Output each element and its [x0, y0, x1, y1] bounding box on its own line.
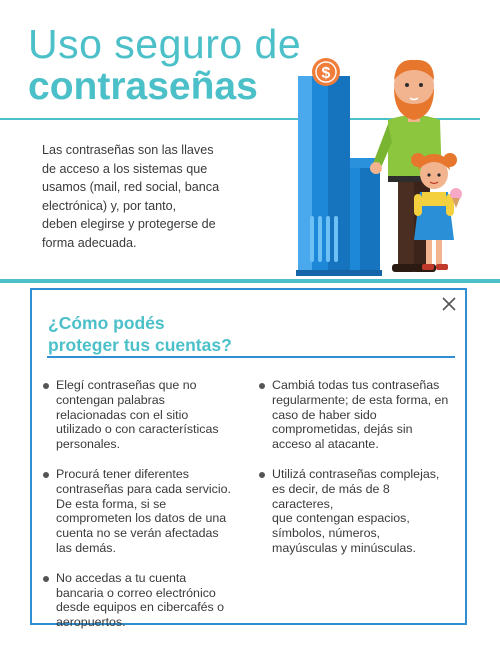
atm-kiosk: [296, 76, 382, 276]
tip-line: Utilizá contraseñas complejas,: [272, 466, 440, 481]
intro-line: Las contraseñas son las llaves: [42, 143, 214, 157]
tip-item: [42, 467, 242, 556]
intro-paragraph: [42, 141, 252, 252]
tip-line: comprometen los datos de una: [56, 511, 227, 526]
tip-line: contraseñas para cada servicio.: [56, 481, 231, 496]
card-title-line-2: proteger tus cuentas?: [48, 335, 232, 355]
tip-line: símbolos, números,: [272, 526, 381, 541]
tip-line: mayúsculas y minúsculas.: [272, 540, 416, 555]
coin-symbol: $: [321, 65, 331, 82]
bullet-icon: [259, 472, 265, 478]
tip-line: bancaria o correo electrónico: [56, 585, 216, 600]
tip-line: Cambiá todas tus contraseñas: [272, 378, 440, 392]
bullet-icon: [43, 472, 49, 478]
tip-line: De esta forma, si se: [56, 496, 167, 511]
card-title: [48, 312, 232, 356]
intro-line: de acceso a los sistemas que: [42, 161, 208, 176]
tip-line: utilizado o con características: [56, 422, 219, 437]
page-title-line-2: contraseñas: [28, 65, 258, 108]
tip-line: que contengan espacios,: [272, 511, 410, 526]
bullet-icon: [259, 383, 265, 389]
tip-line: acceso al atacante.: [272, 437, 379, 452]
tip-line: es decir, de más de 8: [272, 481, 390, 496]
tip-line: Procurá tener diferentes: [56, 466, 189, 481]
tip-line: regularmente; de esta forma, en: [272, 392, 449, 407]
dollar-coin-icon: [312, 58, 340, 86]
intro-line: electrónica) y, por tanto,: [42, 198, 177, 213]
tip-line: relacionadas con el sitio: [56, 407, 189, 422]
tip-line: las demás.: [56, 540, 116, 555]
card-title-divider: [47, 356, 455, 358]
tip-line: aeropuertos.: [56, 615, 126, 630]
tip-item: [42, 571, 242, 630]
tip-line: contengan palabras: [56, 392, 165, 407]
tip-line: No accedas a tu cuenta: [56, 570, 187, 585]
intro-line: usamos (mail, red social, banca: [42, 180, 220, 194]
tip-item: [42, 378, 242, 452]
tip-line: Elegí contraseñas que no: [56, 378, 197, 392]
bullet-icon: [43, 576, 49, 582]
tip-line: caso de haber sido: [272, 407, 377, 422]
page-title-line-1: Uso seguro de: [28, 21, 302, 67]
intro-line: forma adecuada.: [42, 235, 137, 250]
tips-column-left: [42, 378, 242, 645]
tip-item: [258, 378, 458, 452]
bullet-icon: [43, 383, 49, 389]
tips-card: [30, 288, 467, 630]
intro-line: deben elegirse y protegerse de: [42, 217, 216, 231]
section-divider: [0, 279, 500, 283]
atm-illustration: [288, 58, 488, 278]
tip-line: comprometidas, dejás sin: [272, 422, 413, 437]
tip-item: [258, 467, 458, 556]
close-icon[interactable]: [441, 296, 457, 312]
card-title-line-1: ¿Cómo podés: [48, 313, 165, 333]
tip-line: desde equipos en cibercafés o: [56, 600, 225, 615]
tips-column-right: [258, 378, 458, 571]
tip-line: cuenta no se verán afectadas: [56, 526, 219, 541]
tip-line: personales.: [56, 437, 121, 452]
tip-line: caracteres,: [272, 496, 334, 511]
